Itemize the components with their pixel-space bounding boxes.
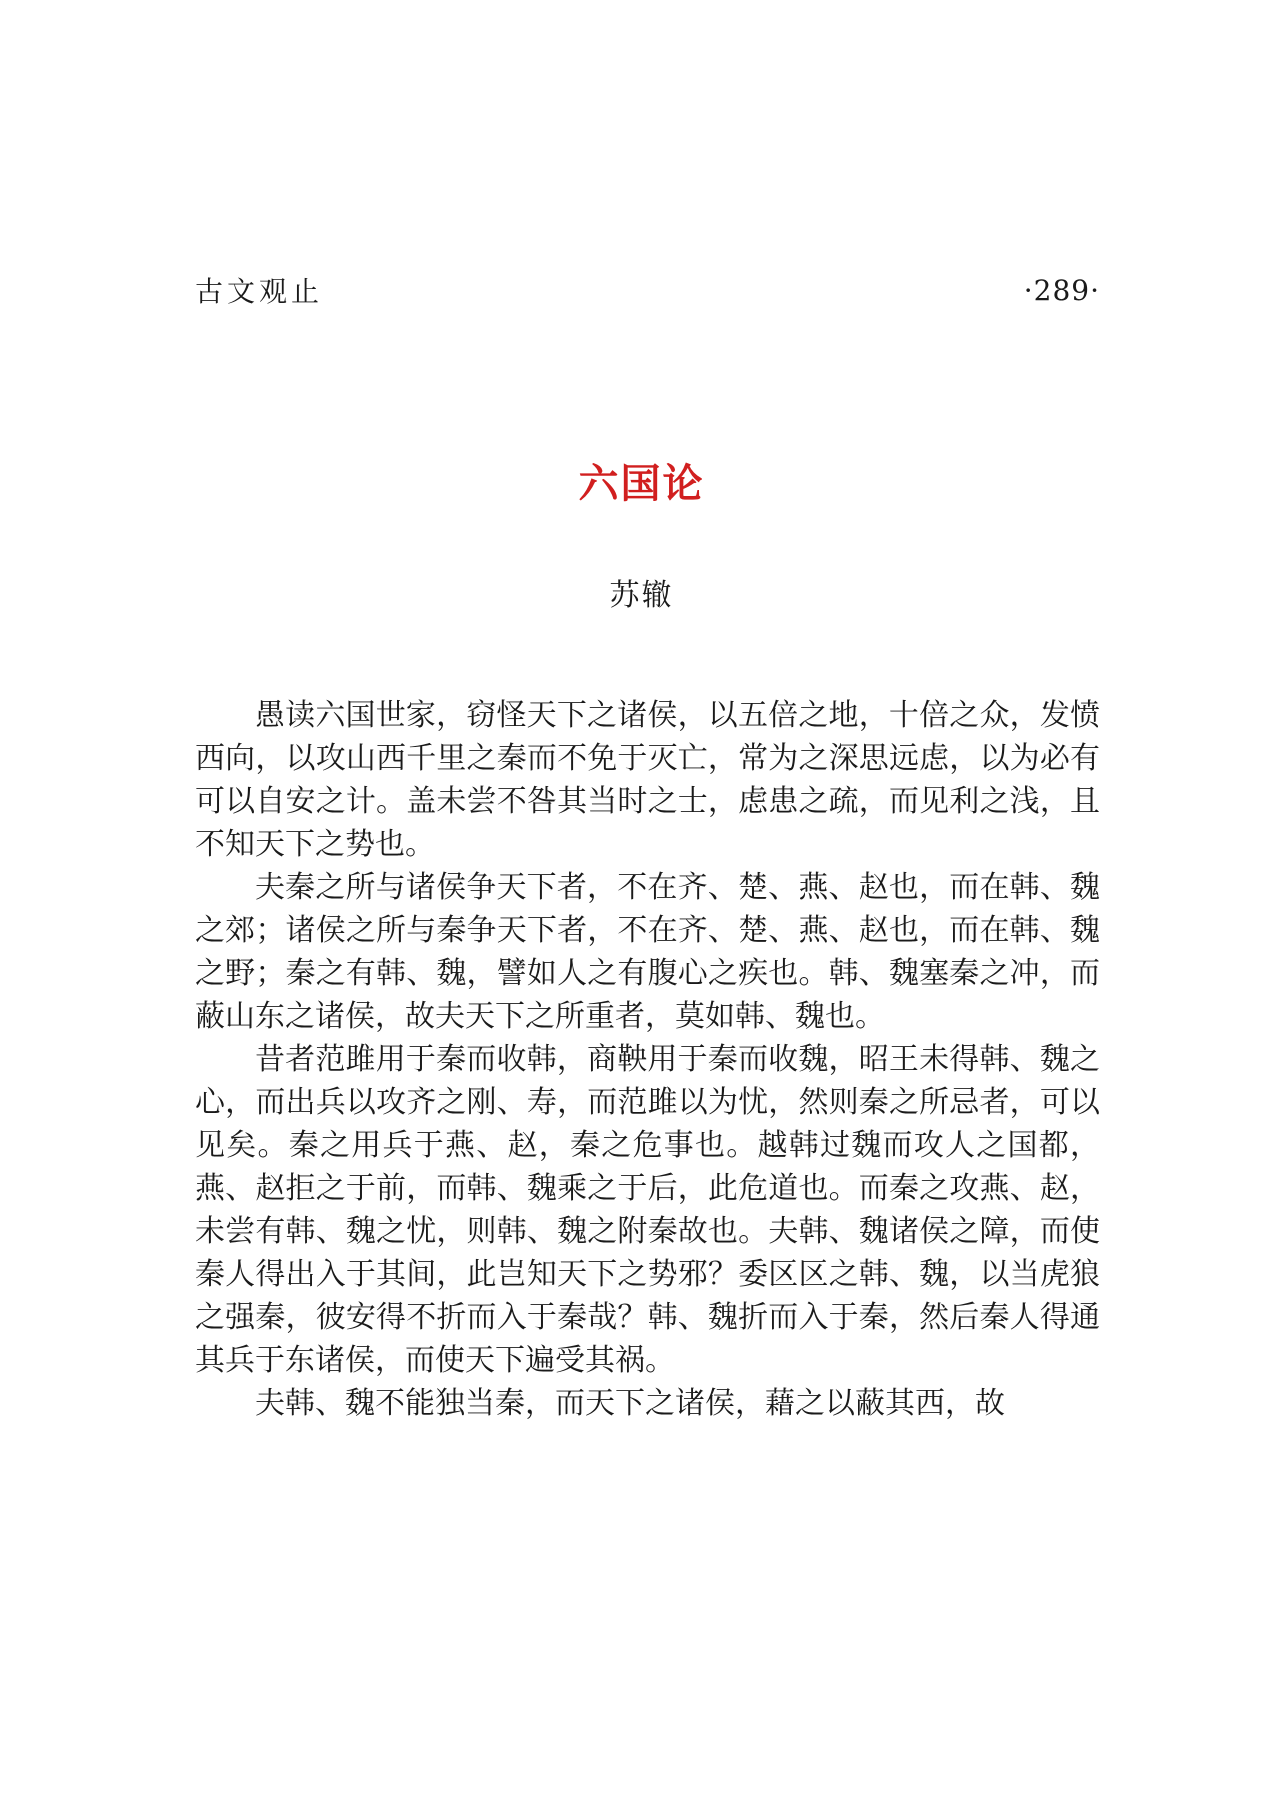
page-number: ·289· — [1023, 273, 1100, 307]
chapter-title: 六国论 — [578, 461, 705, 507]
article-body — [195, 694, 1100, 1425]
running-header — [195, 270, 1100, 310]
book-title: 古文观止 — [195, 275, 324, 308]
paragraph-2: 夫秦之所与诸侯争天下者，不在齐、楚、燕、赵也，而在韩、魏之郊；诸侯之所与秦争天下者，不在齐、楚、燕、赵也，而在韩、魏之野；秦之有韩、魏，譬如人之有腹心之疾也。韩、魏塞秦之冲，而蔽山东之诸侯，故夫天下之所重者，莫如韩、魏也。 — [195, 870, 1100, 1034]
paragraph-4: 夫韩、魏不能独当秦，而天下之诸侯，藉之以蔽其西，故 — [255, 1386, 1005, 1421]
paragraph-1: 愚读六国世家，窃怪天下之诸侯，以五倍之地，十倍之众，发愤西向，以攻山西千里之秦而不免于灭亡，常为之深思远虑，以为必有可以自安之计。盖未尝不咎其当时之士，虑患之疏，而见利之浅，且不知天下之势也。 — [195, 698, 1100, 862]
paragraph-3: 昔者范雎用于秦而收韩，商鞅用于秦而收魏，昭王未得韩、魏之心，而出兵以攻齐之刚、寿，而范雎以为忧，然则秦之所忌者，可以见矣。秦之用兵于燕、赵，秦之危事也。越韩过魏而攻人之国都，燕、赵拒之于前，而韩、魏乘之于后，此危道也。而秦之攻燕、赵，未尝有韩、魏之忧，则韩、魏之附秦故也。夫韩、魏诸侯之障，而使秦人得出入于其间，此岂知天下之势邪？委区区之韩、魏，以当虎狼之强秦，彼安得不折而入于秦哉？韩、魏折而入于秦，然后秦人得通其兵于东诸侯，而使天下遍受其祸。 — [195, 1042, 1100, 1378]
author-name: 苏辙 — [609, 578, 674, 613]
